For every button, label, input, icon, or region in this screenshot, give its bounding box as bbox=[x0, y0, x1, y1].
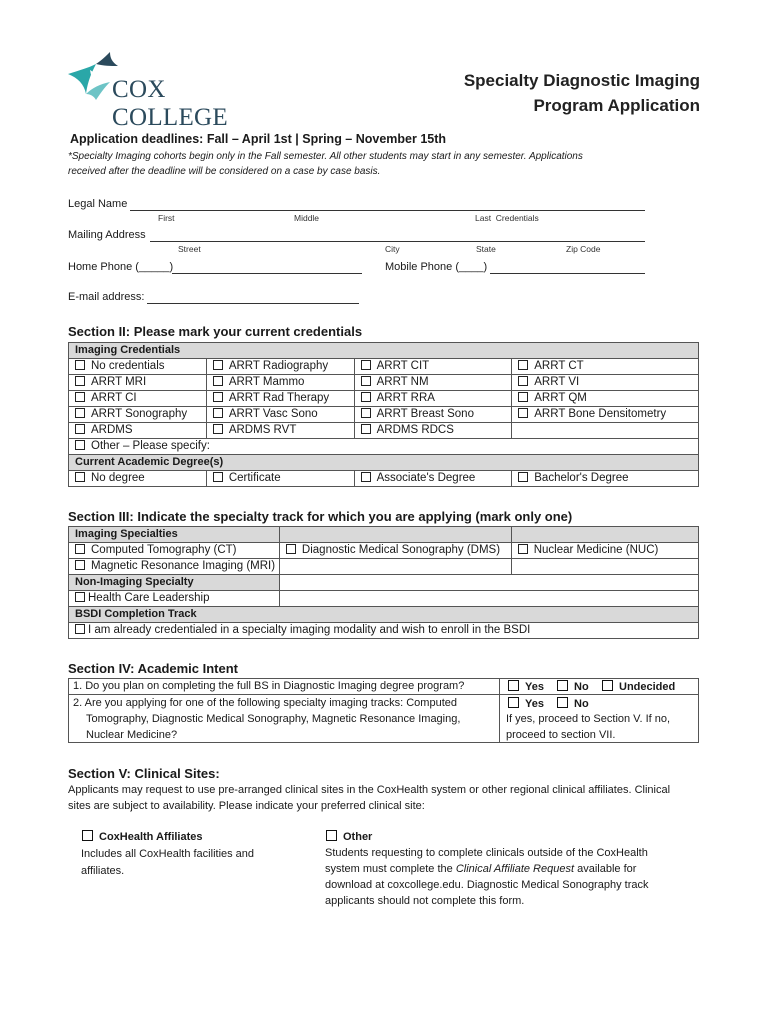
other-desc-1: Students requesting to complete clinicals outside of the CoxHealth bbox=[325, 847, 648, 859]
title-line-2: Program Application bbox=[533, 96, 700, 115]
cred-arrt-ct[interactable]: ARRT CT bbox=[512, 359, 699, 375]
checkbox-icon[interactable] bbox=[75, 376, 85, 386]
mailing-address-label: Mailing Address bbox=[68, 229, 146, 241]
coxhealth-affiliates-option[interactable]: CoxHealth Affiliates bbox=[82, 830, 203, 843]
intent-note-2: proceed to section VII. bbox=[506, 729, 616, 741]
street-label: Street bbox=[178, 244, 201, 254]
first-label: First bbox=[158, 213, 175, 223]
checkbox-icon[interactable] bbox=[213, 376, 223, 386]
checkbox-icon[interactable] bbox=[75, 544, 85, 554]
checkbox-icon[interactable] bbox=[518, 472, 528, 482]
checkbox-icon[interactable] bbox=[75, 560, 85, 570]
checkbox-icon[interactable] bbox=[361, 360, 371, 370]
checkbox-icon[interactable] bbox=[361, 376, 371, 386]
cred-arrt-breast-sono[interactable]: ARRT Breast Sono bbox=[354, 407, 512, 423]
checkbox-icon[interactable] bbox=[213, 360, 223, 370]
mobile-phone-field[interactable] bbox=[490, 260, 645, 274]
credentials-header: Imaging Credentials bbox=[69, 343, 699, 359]
section-4-heading: Section IV: Academic Intent bbox=[68, 661, 239, 676]
cred-arrt-mri[interactable]: ARRT MRI bbox=[69, 375, 207, 391]
checkbox-icon[interactable] bbox=[213, 424, 223, 434]
checkbox-icon[interactable] bbox=[75, 440, 85, 450]
last-credentials-label: Last Credentials bbox=[475, 213, 539, 223]
cred-other[interactable]: Other – Please specify: bbox=[69, 439, 699, 455]
cred-arrt-nm[interactable]: ARRT NM bbox=[354, 375, 512, 391]
cox-college-logo bbox=[66, 50, 266, 131]
q2-no-option[interactable]: No bbox=[557, 697, 589, 710]
cred-ardms-rvt[interactable]: ARDMS RVT bbox=[206, 423, 354, 439]
track-mri[interactable]: Magnetic Resonance Imaging (MRI) bbox=[69, 559, 280, 575]
checkbox-icon[interactable] bbox=[75, 408, 85, 418]
cred-arrt-vasc-sono[interactable]: ARRT Vasc Sono bbox=[206, 407, 354, 423]
logo-wordmark: COX COLLEGE bbox=[112, 76, 228, 131]
degree-none[interactable]: No degree bbox=[69, 471, 207, 487]
credentials-table bbox=[68, 342, 699, 487]
intent-note-1: If yes, proceed to Section V. If no, bbox=[506, 713, 671, 725]
question-2-line-1: 2. Are you applying for one of the following specialty imaging tracks: Computed bbox=[73, 697, 457, 709]
checkbox-icon[interactable] bbox=[557, 697, 568, 708]
degree-header: Current Academic Degree(s) bbox=[69, 455, 699, 471]
q1-no-option[interactable]: No bbox=[557, 680, 589, 693]
cred-arrt-qm[interactable]: ARRT QM bbox=[512, 391, 699, 407]
clinical-intro-2: sites are subject to availability. Please indicate your preferred clinical site: bbox=[68, 800, 425, 812]
cred-arrt-cit[interactable]: ARRT CIT bbox=[354, 359, 512, 375]
home-phone-field[interactable] bbox=[172, 260, 362, 274]
q2-yes-option[interactable]: Yes bbox=[508, 697, 544, 710]
state-label: State bbox=[476, 244, 496, 254]
checkbox-icon[interactable] bbox=[213, 392, 223, 402]
checkbox-icon[interactable] bbox=[213, 472, 223, 482]
checkbox-icon[interactable] bbox=[508, 680, 519, 691]
degree-bachelors[interactable]: Bachelor's Degree bbox=[512, 471, 699, 487]
checkbox-icon[interactable] bbox=[82, 830, 93, 841]
checkbox-icon[interactable] bbox=[286, 544, 296, 554]
checkbox-icon[interactable] bbox=[518, 360, 528, 370]
section-3-heading: Section III: Indicate the specialty track for which you are applying (mark only one) bbox=[68, 509, 573, 524]
checkbox-icon[interactable] bbox=[361, 392, 371, 402]
checkbox-icon[interactable] bbox=[508, 697, 519, 708]
checkbox-icon[interactable] bbox=[361, 424, 371, 434]
checkbox-icon[interactable] bbox=[518, 392, 528, 402]
checkbox-icon[interactable] bbox=[75, 392, 85, 402]
deadlines-heading: Application deadlines: Fall – April 1st | Spring – November 15th bbox=[70, 132, 447, 146]
other-desc-2: system must complete the Clinical Affiliate Request available for bbox=[325, 863, 637, 875]
checkbox-icon[interactable] bbox=[557, 680, 568, 691]
cred-arrt-bone-densitometry[interactable]: ARRT Bone Densitometry bbox=[512, 407, 699, 423]
checkbox-icon[interactable] bbox=[361, 408, 371, 418]
clinical-intro-1: Applicants may request to use pre-arranged clinical sites in the CoxHealth system or other regional clinical affiliates. Clinical bbox=[68, 784, 671, 796]
checkbox-icon[interactable] bbox=[602, 680, 613, 691]
q1-undecided-option[interactable]: Undecided bbox=[602, 680, 675, 693]
question-1: 1. Do you plan on completing the full BS in Diagnostic Imaging degree program? bbox=[73, 680, 465, 692]
cred-arrt-ci[interactable]: ARRT CI bbox=[69, 391, 207, 407]
mobile-phone-label: Mobile Phone (____) bbox=[385, 261, 488, 273]
middle-label: Middle bbox=[294, 213, 320, 223]
checkbox-icon[interactable] bbox=[518, 408, 528, 418]
email-field[interactable] bbox=[147, 290, 359, 304]
cred-no-credentials[interactable]: No credentials bbox=[69, 359, 207, 375]
coxhealth-desc-1: Includes all CoxHealth facilities and bbox=[81, 848, 255, 860]
legal-name-label: Legal Name bbox=[68, 198, 128, 210]
cred-ardms-rdcs[interactable]: ARDMS RDCS bbox=[354, 423, 512, 439]
deadlines-note-2: received after the deadline will be considered on a case by case basis. bbox=[68, 166, 381, 177]
cred-arrt-sonography[interactable]: ARRT Sonography bbox=[69, 407, 207, 423]
other-desc-3: download at coxcollege.edu. Diagnostic Medical Sonography track bbox=[325, 879, 649, 891]
checkbox-icon[interactable] bbox=[75, 624, 85, 634]
checkbox-icon[interactable] bbox=[361, 472, 371, 482]
clinical-affiliate-request-text: Clinical Affiliate Request bbox=[455, 863, 575, 875]
mailing-address-field[interactable] bbox=[150, 228, 645, 242]
cred-arrt-rra[interactable]: ARRT RRA bbox=[354, 391, 512, 407]
checkbox-icon[interactable] bbox=[75, 472, 85, 482]
specialty-table bbox=[68, 526, 699, 639]
non-imaging-header: Non-Imaging Specialty bbox=[69, 575, 280, 591]
other-site-option[interactable]: Other bbox=[326, 830, 372, 843]
cred-arrt-vi[interactable]: ARRT VI bbox=[512, 375, 699, 391]
email-label: E-mail address: bbox=[68, 291, 145, 303]
cred-arrt-radiography[interactable]: ARRT Radiography bbox=[206, 359, 354, 375]
question-2-line-3: Nuclear Medicine? bbox=[86, 729, 178, 741]
legal-name-field[interactable] bbox=[130, 197, 645, 211]
title-line-1: Specialty Diagnostic Imaging bbox=[463, 71, 700, 90]
other-desc-4: applicants should not complete this form. bbox=[325, 895, 525, 907]
checkbox-icon[interactable] bbox=[75, 424, 85, 434]
question-2-line-2: Tomography, Diagnostic Medical Sonography, Magnetic Resonance Imaging, bbox=[86, 713, 461, 725]
section-2-heading: Section II: Please mark your current credentials bbox=[68, 324, 363, 339]
degree-certificate[interactable]: Certificate bbox=[206, 471, 354, 487]
zip-label: Zip Code bbox=[566, 244, 601, 254]
home-phone-label: Home Phone (_____) bbox=[68, 261, 174, 273]
deadlines-note-1: *Specialty Imaging cohorts begin only in the Fall semester. All other students may start in any semester. Applications bbox=[68, 151, 583, 162]
checkbox-icon[interactable] bbox=[75, 360, 85, 370]
cred-ardms[interactable]: ARDMS bbox=[69, 423, 207, 439]
track-dms[interactable]: Diagnostic Medical Sonography (DMS) bbox=[279, 543, 511, 559]
empty-cell bbox=[512, 423, 699, 439]
coxhealth-desc-2: affiliates. bbox=[81, 865, 125, 877]
bsdi-header: BSDI Completion Track bbox=[69, 607, 699, 623]
track-ct[interactable]: Computed Tomography (CT) bbox=[69, 543, 280, 559]
checkbox-icon[interactable] bbox=[213, 408, 223, 418]
city-label: City bbox=[385, 244, 400, 254]
checkbox-icon[interactable] bbox=[518, 544, 528, 554]
section-5-heading: Section V: Clinical Sites: bbox=[68, 766, 220, 781]
cred-arrt-rad-therapy[interactable]: ARRT Rad Therapy bbox=[206, 391, 354, 407]
cred-arrt-mammo[interactable]: ARRT Mammo bbox=[206, 375, 354, 391]
checkbox-icon[interactable] bbox=[75, 592, 85, 602]
track-nuc[interactable]: Nuclear Medicine (NUC) bbox=[511, 543, 698, 559]
imaging-specialties-header: Imaging Specialties bbox=[69, 527, 280, 543]
page-title bbox=[464, 68, 700, 118]
checkbox-icon[interactable] bbox=[518, 376, 528, 386]
checkbox-icon[interactable] bbox=[326, 830, 337, 841]
degree-associates[interactable]: Associate's Degree bbox=[354, 471, 512, 487]
track-health-care-leadership[interactable]: Health Care Leadership bbox=[69, 591, 280, 607]
track-bsdi[interactable]: I am already credentialed in a specialty imaging modality and wish to enroll in the BSDI bbox=[69, 623, 699, 639]
q1-yes-option[interactable]: Yes bbox=[508, 680, 544, 693]
